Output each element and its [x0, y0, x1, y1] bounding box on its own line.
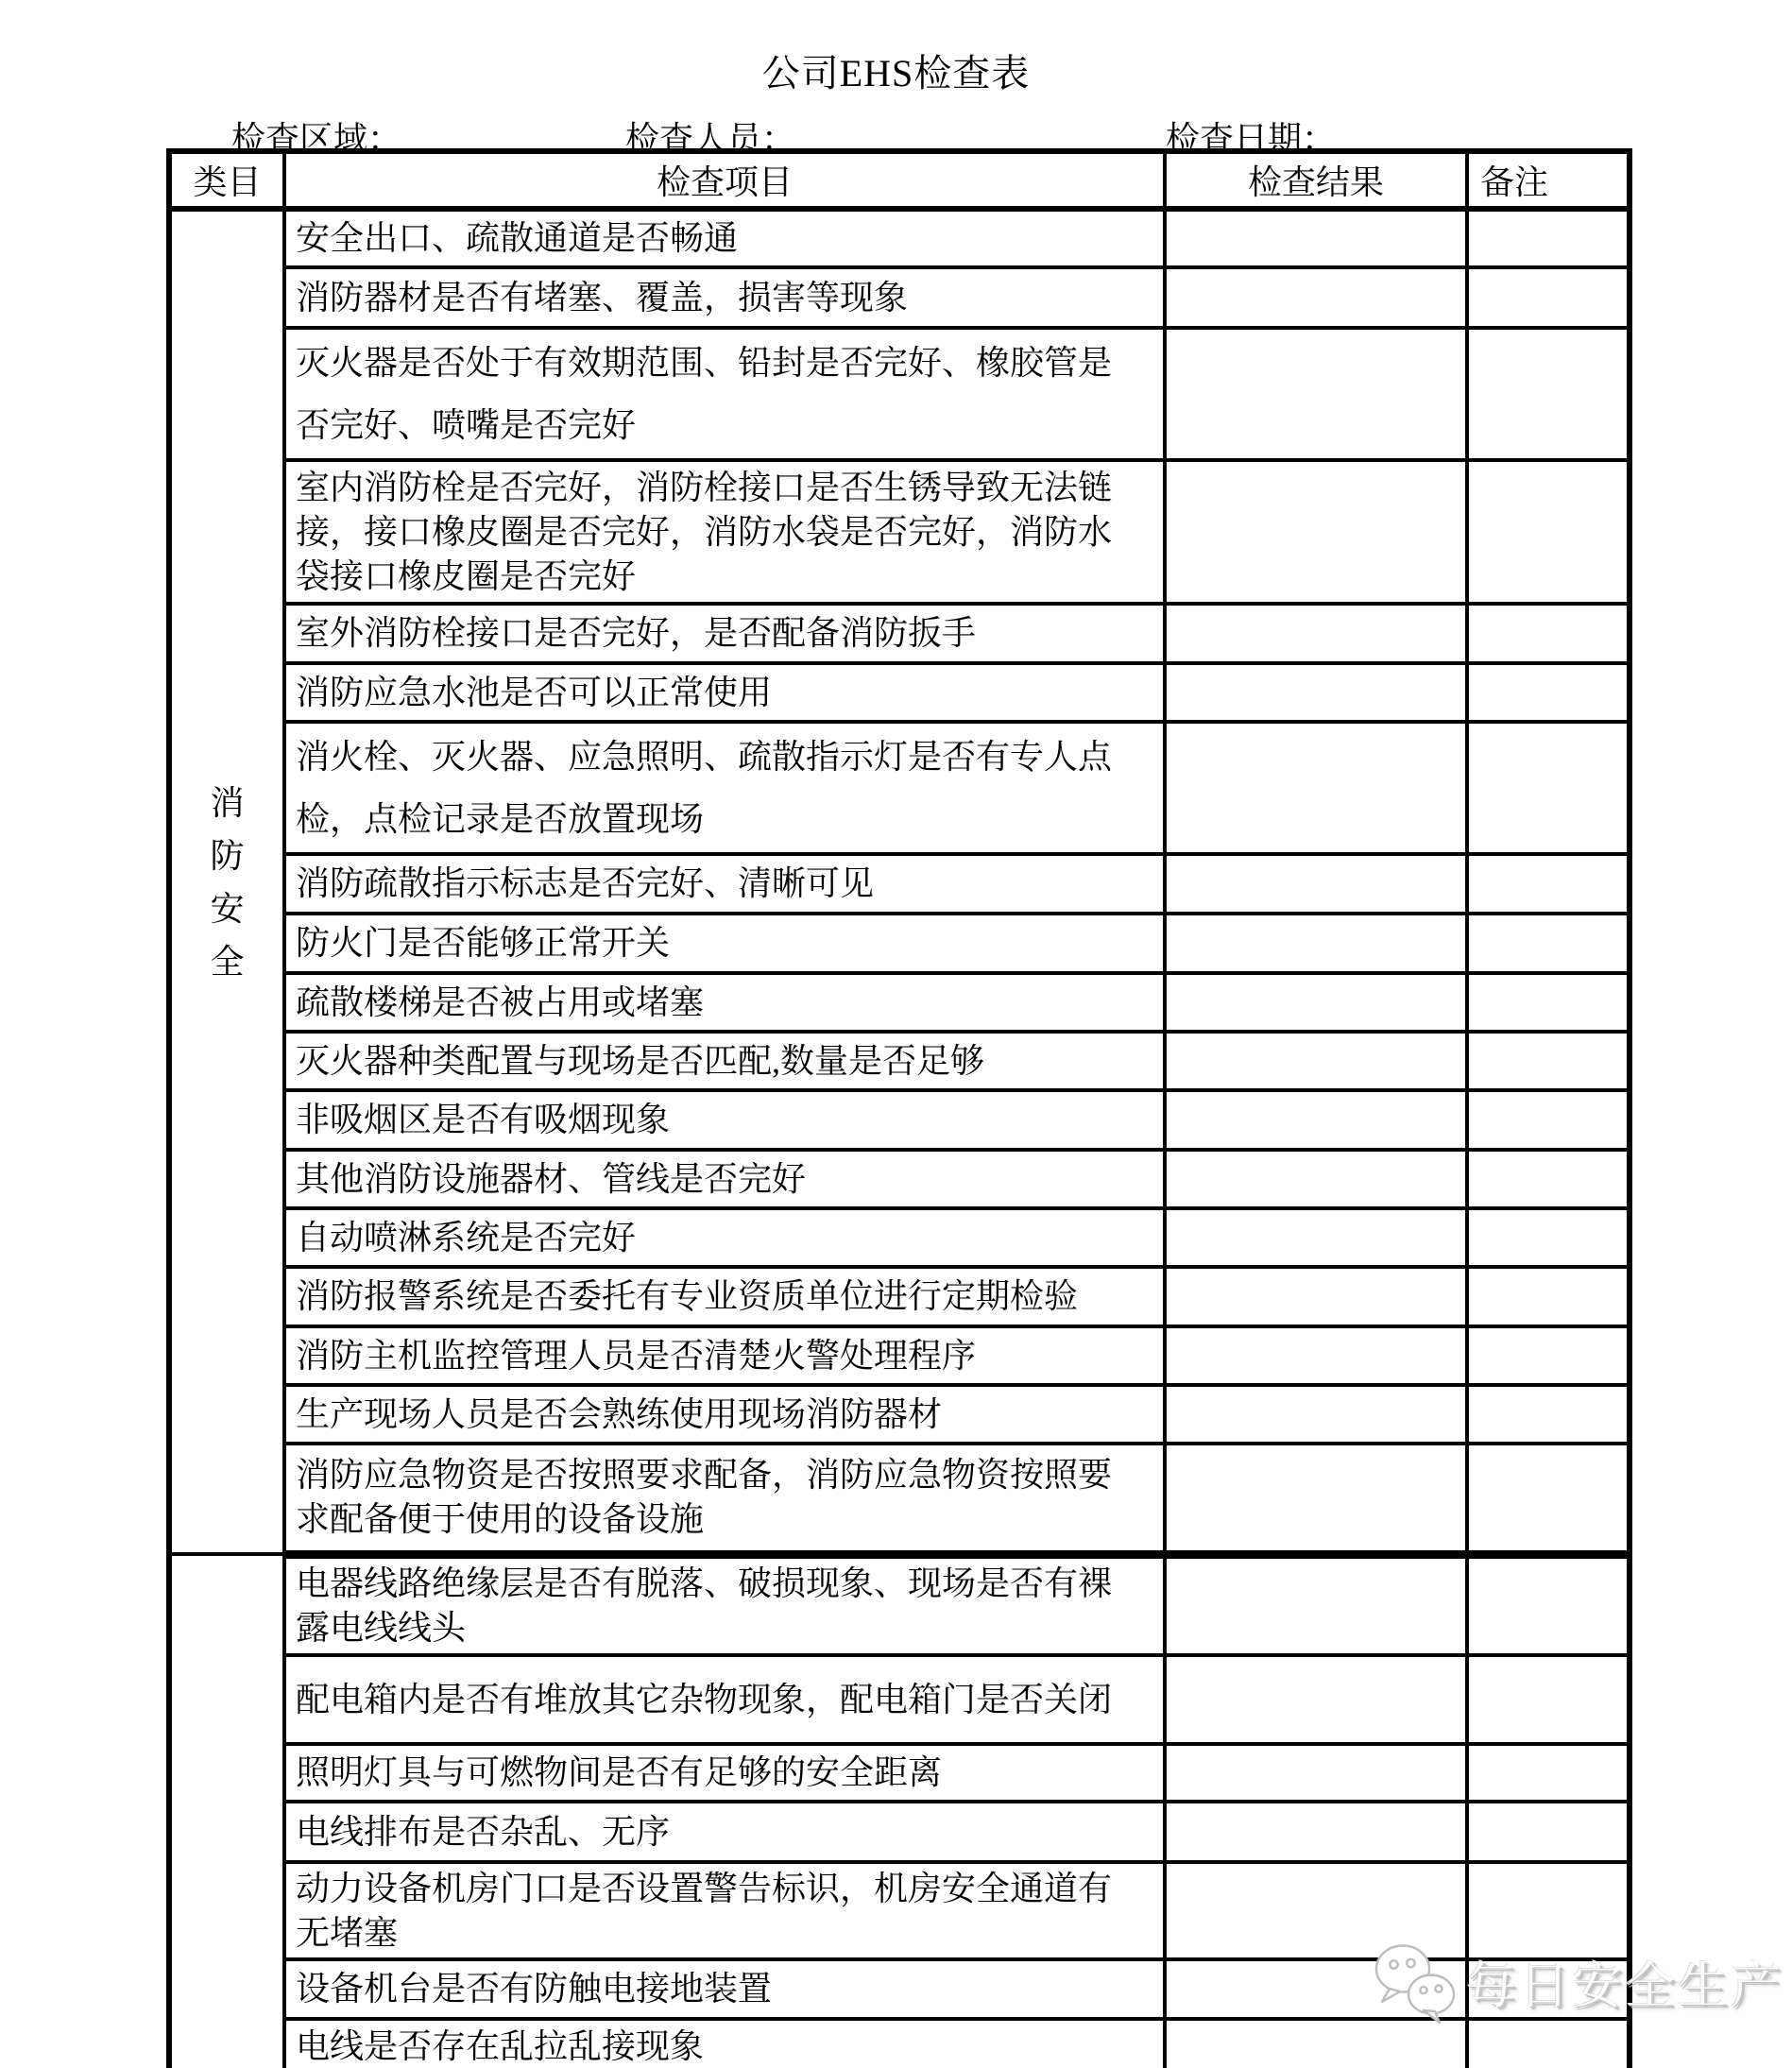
result-cell[interactable]: [1165, 722, 1467, 854]
header-item: 检查项目: [284, 151, 1165, 209]
category-cell: 消 防 安 全: [169, 209, 284, 1554]
remark-cell[interactable]: [1467, 209, 1630, 267]
remark-cell[interactable]: [1467, 1554, 1630, 1655]
remark-cell[interactable]: [1467, 854, 1630, 914]
table-row: [169, 1655, 1630, 1744]
item-cell: 照明灯具与可燃物间是否有足够的安全距离: [284, 1744, 1165, 1802]
table-row: [169, 267, 1630, 328]
remark-cell[interactable]: [1467, 1267, 1630, 1326]
inspector-label: 检查人员：: [625, 120, 796, 158]
table-row: [169, 460, 1630, 604]
result-cell[interactable]: [1165, 604, 1467, 663]
remark-cell[interactable]: [1467, 460, 1630, 604]
table-row: [169, 1208, 1630, 1267]
item-cell: 灭火器是否处于有效期范围、铅封是否完好、橡胶管是否完好、喷嘴是否完好: [284, 328, 1165, 460]
remark-cell[interactable]: [1467, 604, 1630, 663]
watermark-text: 每日安全生产: [1466, 1959, 1783, 2014]
remark-cell[interactable]: [1467, 973, 1630, 1032]
table-row: [169, 1385, 1630, 1444]
result-cell[interactable]: [1165, 973, 1467, 1032]
item-cell: 室内消防栓是否完好，消防栓接口是否生锈导致无法链接，接口橡皮圈是否完好，消防水袋是否完好，消防水袋接口橡皮圈是否完好: [284, 460, 1165, 604]
header-result: 检查结果: [1165, 151, 1467, 209]
table-row: [169, 1032, 1630, 1090]
result-cell[interactable]: [1165, 1862, 1467, 1959]
result-cell[interactable]: [1165, 1444, 1467, 1554]
item-cell: 电线是否存在乱拉乱接现象: [284, 2019, 1165, 2068]
item-cell: 疏散楼梯是否被占用或堵塞: [284, 973, 1165, 1032]
table-body: [169, 209, 1630, 2068]
table-row: [169, 209, 1630, 267]
table-row: [169, 914, 1630, 973]
item-cell: 配电箱内是否有堆放其它杂物现象，配电箱门是否关闭: [284, 1655, 1165, 1744]
item-cell: 室外消防栓接口是否完好，是否配备消防扳手: [284, 604, 1165, 663]
remark-cell[interactable]: [1467, 1444, 1630, 1554]
result-cell[interactable]: [1165, 1267, 1467, 1326]
table-row: [169, 1959, 1630, 2019]
remark-cell[interactable]: [1467, 1032, 1630, 1090]
table-row: [169, 1862, 1630, 1959]
table-row: [169, 1802, 1630, 1862]
item-cell: 动力设备机房门口是否设置警告标识，机房安全通道有无堵塞: [284, 1862, 1165, 1959]
remark-cell[interactable]: [1467, 1090, 1630, 1150]
item-cell: 自动喷淋系统是否完好: [284, 1208, 1165, 1267]
remark-cell[interactable]: [1467, 1959, 1630, 2019]
item-cell: 安全出口、疏散通道是否畅通: [284, 209, 1165, 267]
checklist-table: [166, 148, 1632, 2068]
header-category: 类目: [169, 151, 284, 209]
result-cell[interactable]: [1165, 328, 1467, 460]
remark-cell[interactable]: [1467, 1655, 1630, 1744]
table-row: [169, 1444, 1630, 1554]
remark-cell[interactable]: [1467, 1150, 1630, 1208]
item-cell: 灭火器种类配置与现场是否匹配,数量是否足够: [284, 1032, 1165, 1090]
remark-cell[interactable]: [1467, 1208, 1630, 1267]
remark-cell[interactable]: [1467, 1862, 1630, 1959]
table-row: [169, 328, 1630, 460]
result-cell[interactable]: [1165, 1802, 1467, 1862]
result-cell[interactable]: [1165, 1208, 1467, 1267]
table-header: [169, 151, 1630, 209]
header-remark: 备注: [1467, 151, 1630, 209]
category-cell: [169, 1554, 284, 2068]
result-cell[interactable]: [1165, 1385, 1467, 1444]
result-cell[interactable]: [1165, 1150, 1467, 1208]
result-cell[interactable]: [1165, 460, 1467, 604]
remark-cell[interactable]: [1467, 2019, 1630, 2068]
table-row: [169, 973, 1630, 1032]
table-row: [169, 663, 1630, 722]
item-cell: 消火栓、灭火器、应急照明、疏散指示灯是否有专人点检，点检记录是否放置现场: [284, 722, 1165, 854]
remark-cell[interactable]: [1467, 663, 1630, 722]
table-row: [169, 722, 1630, 854]
table-row: [169, 1090, 1630, 1150]
table-row: [169, 1267, 1630, 1326]
table-row: [169, 1326, 1630, 1385]
result-cell[interactable]: [1165, 663, 1467, 722]
result-cell[interactable]: [1165, 1959, 1467, 2019]
result-cell[interactable]: [1165, 1326, 1467, 1385]
table-row: [169, 2019, 1630, 2068]
result-cell[interactable]: [1165, 209, 1467, 267]
item-cell: 消防主机监控管理人员是否清楚火警处理程序: [284, 1326, 1165, 1385]
remark-cell[interactable]: [1467, 328, 1630, 460]
page-title: 公司EHS检查表: [761, 52, 1031, 94]
item-cell: 消防应急物资是否按照要求配备，消防应急物资按照要求配备便于使用的设备设施: [284, 1444, 1165, 1554]
item-cell: 消防报警系统是否委托有专业资质单位进行定期检验: [284, 1267, 1165, 1326]
table-row: [169, 1150, 1630, 1208]
item-cell: 生产现场人员是否会熟练使用现场消防器材: [284, 1385, 1165, 1444]
table-row: [169, 854, 1630, 914]
result-cell[interactable]: [1165, 854, 1467, 914]
remark-cell[interactable]: [1467, 722, 1630, 854]
remark-cell[interactable]: [1467, 1802, 1630, 1862]
inspection-date-label: 检查日期：: [1166, 120, 1337, 158]
remark-cell[interactable]: [1467, 1744, 1630, 1802]
item-cell: 消防应急水池是否可以正常使用: [284, 663, 1165, 722]
result-cell[interactable]: [1165, 2019, 1467, 2068]
remark-cell[interactable]: [1467, 1326, 1630, 1385]
result-cell[interactable]: [1165, 914, 1467, 973]
table-row: [169, 1554, 1630, 1655]
table-row: [169, 1744, 1630, 1802]
result-cell[interactable]: [1165, 1744, 1467, 1802]
table-row: [169, 604, 1630, 663]
result-cell[interactable]: [1165, 1554, 1467, 1655]
item-cell: 电器线路绝缘层是否有脱落、破损现象、现场是否有裸露电线线头: [284, 1554, 1165, 1655]
item-cell: 其他消防设施器材、管线是否完好: [284, 1150, 1165, 1208]
remark-cell[interactable]: [1467, 267, 1630, 328]
remark-cell[interactable]: [1467, 1385, 1630, 1444]
header-row: [169, 151, 1630, 209]
result-cell[interactable]: [1165, 267, 1467, 328]
result-cell[interactable]: [1165, 1655, 1467, 1744]
item-cell: 设备机台是否有防触电接地装置: [284, 1959, 1165, 2019]
item-cell: 消防器材是否有堵塞、覆盖，损害等现象: [284, 267, 1165, 328]
item-cell: 防火门是否能够正常开关: [284, 914, 1165, 973]
item-cell: 非吸烟区是否有吸烟现象: [284, 1090, 1165, 1150]
result-cell[interactable]: [1165, 1090, 1467, 1150]
inspection-area-label: 检查区域：: [231, 120, 402, 158]
result-cell[interactable]: [1165, 1032, 1467, 1090]
item-cell: 电线排布是否杂乱、无序: [284, 1802, 1165, 1862]
remark-cell[interactable]: [1467, 914, 1630, 973]
item-cell: 消防疏散指示标志是否完好、清晰可见: [284, 854, 1165, 914]
